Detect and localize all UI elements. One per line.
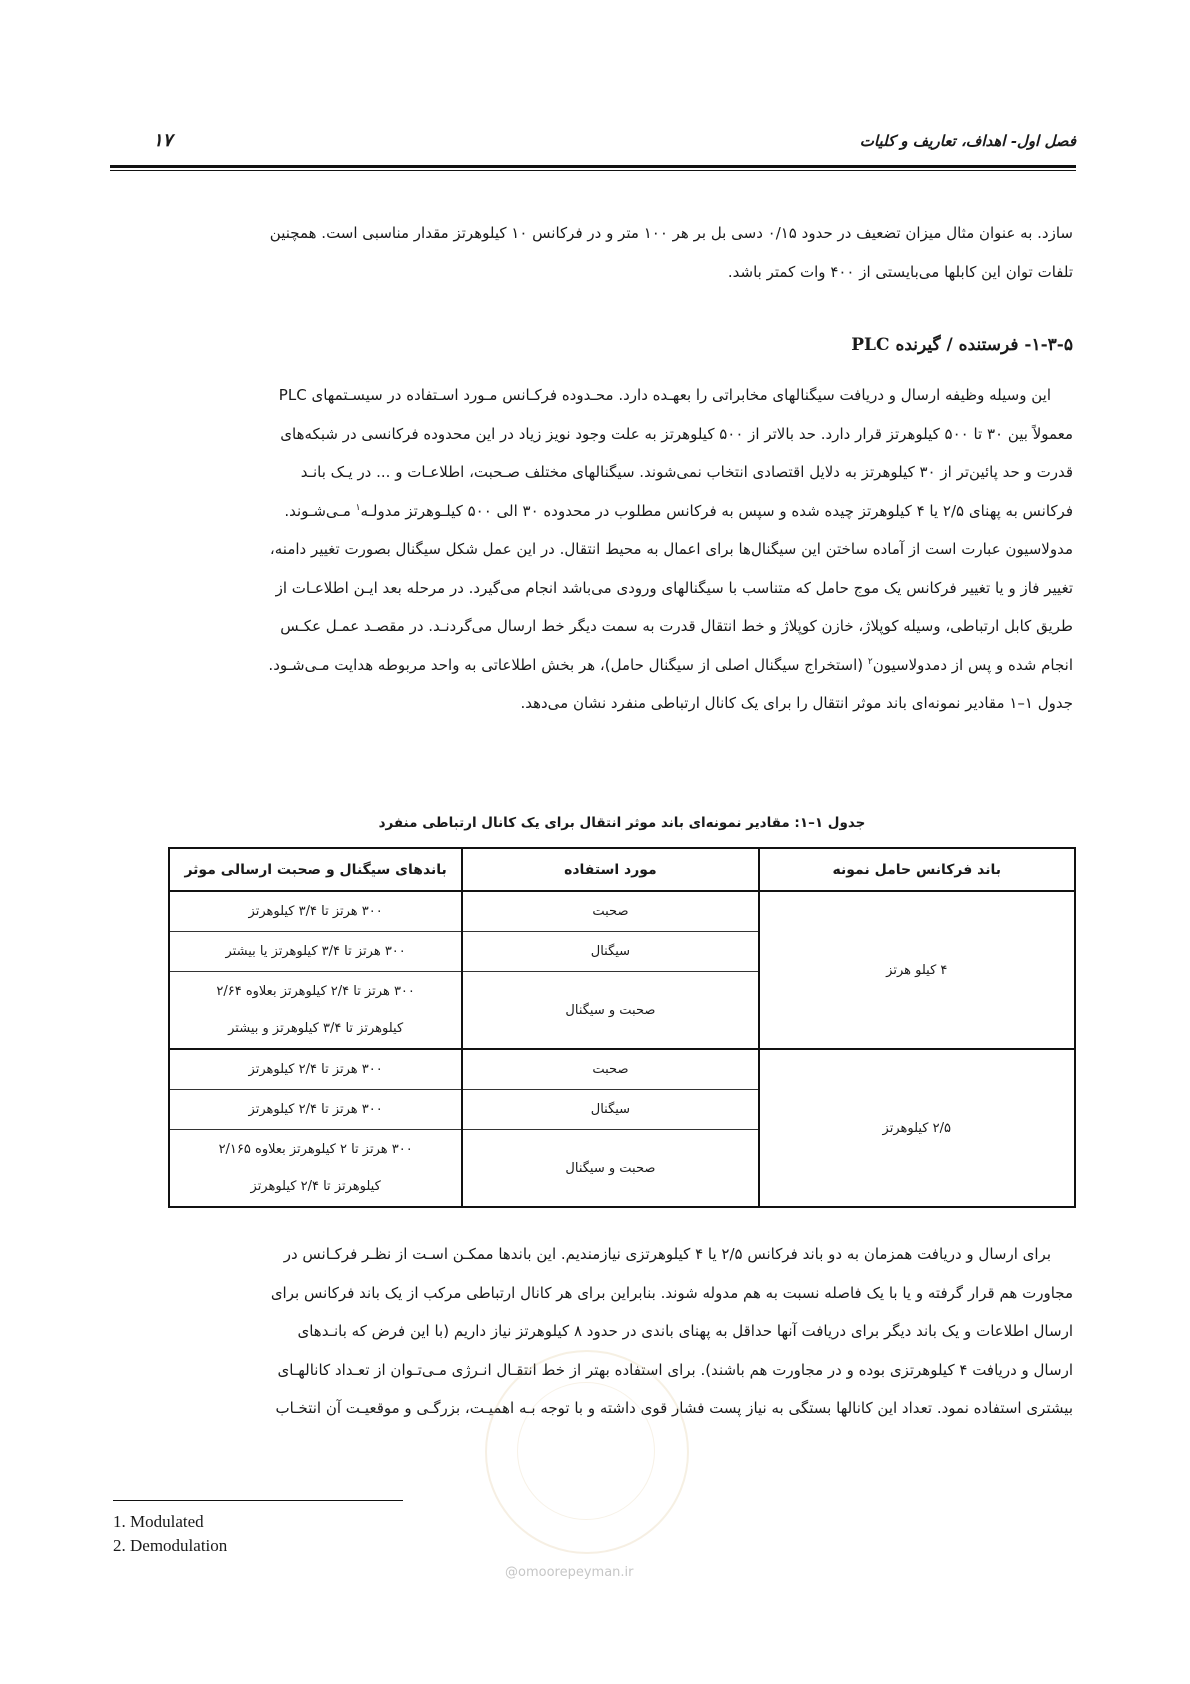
p2-line-2: مجاورت هم قرار گرفته و یا با یک فاصله نسبت به هم مدوله شوند. بنابراین برای هر کانال ارتباطی مرکب از یک باند فرکانس برای — [270, 1283, 1073, 1302]
footnote-2: 2. Demodulation — [113, 1536, 228, 1555]
paragraph-1 — [113, 376, 1073, 723]
usage-cell: صحبت و سیگنال — [462, 972, 758, 1050]
carrier-band-cell: ۲/۵ کیلوهرتز — [759, 1049, 1075, 1207]
section-heading: ۱-۳-۵- فرستنده / گیرنده PLC — [851, 335, 1073, 355]
footnote-ref-1: ۱ — [355, 502, 361, 513]
p1-line-8 — [113, 646, 1073, 685]
header-usage: مورد استفاده — [462, 848, 758, 891]
header-rule — [110, 165, 1076, 171]
p1-line-8b: (استخراج سیگنال اصلی از سیگنال حامل)، هر بخش اطلاعاتی به واحد مربوطه هدایت مـی‌شـود. — [268, 655, 868, 674]
intro-line-2: تلفات توان این کابلها می‌بایستی از ۴۰۰ وات کمتر باشد. — [727, 262, 1073, 281]
band-cell — [169, 972, 462, 1050]
watermark-seal — [485, 1350, 689, 1554]
band-cell: ۳۰۰ هرتز تا ۲/۴ کیلوهرتز — [169, 1049, 462, 1090]
band-cell: ۳۰۰ هرتز تا ۳/۴ کیلوهرتز — [169, 891, 462, 932]
intro-line-1: سازد. به عنوان مثال میزان تضعیف در حدود ۰/۱۵ دسی بل بر هر ۱۰۰ متر و در فرکانس ۱۰ کیلوهرتز مقدار مناسبی است. همچنین — [269, 224, 1073, 242]
header-carrier-band: باند فرکانس حامل نمونه — [759, 848, 1075, 891]
usage-cell: صحبت — [462, 891, 758, 932]
footnote-ref-2: ۲ — [867, 656, 873, 667]
usage-cell: صحبت و سیگنال — [462, 1130, 758, 1208]
usage-cell: سیگنال — [462, 1090, 758, 1130]
p1-line-4b: مـی‌شـوند. — [284, 501, 356, 520]
p1-line-9: جدول ۱–۱ مقادیر نمونه‌ای باند موثر انتقال را برای یک کانال ارتباطی منفرد نشان می‌دهد. — [520, 694, 1073, 712]
p1-line-4 — [113, 492, 1073, 531]
carrier-band-cell: ۴ کیلو هرتز — [759, 891, 1075, 1049]
running-header — [113, 128, 1076, 158]
table-row — [169, 1049, 1075, 1090]
band-cell-line-1: ۳۰۰ هرتز تا ۲ کیلوهرتز بعلاوه ۲/۱۶۵ — [218, 1142, 413, 1157]
chapter-title: فصل اول- اهداف، تعاریف و کلیات — [859, 132, 1076, 150]
p2-line-3: ارسال اطلاعات و یک باند دیگر برای دریافت آنها حداقل به پهنای باندی در حدود ۸ کیلوهرتز نیاز داریم (با این فرض که بانـدهای — [297, 1322, 1073, 1340]
table-row — [169, 891, 1075, 932]
band-cell-line-2: کیلوهرتز تا ۳/۴ کیلوهرتز و بیشتر — [228, 1021, 404, 1036]
p1-line-2: معمولاً بین ۳۰ تا ۵۰۰ کیلوهرتز قرار دارد. حد بالاتر از ۵۰۰ کیلوهرتز به علت وجود نویز زیاد در این محدوده فرکانسی در شبکه‌های — [280, 424, 1073, 443]
footnotes — [113, 1510, 227, 1558]
p1-line-1: این وسیله وظیفه ارسال و دریافت سیگنالهای مخابراتی را بعهـده دارد. محـدوده فرکـانس مـورد اسـتفاده در سیسـتمهای PLC — [278, 386, 1051, 404]
footnote-1: 1. Modulated — [113, 1512, 204, 1531]
watermark-url: @omoorepeyman.ir — [505, 1565, 634, 1580]
p1-line-7: طریق کابل ارتباطی، وسیله کوپلاژ، خازن کوپلاژ و خط انتقال قدرت به سمت دیگر خط ارسال می‌گردنـد. در مقصـد عمـل عکـس — [280, 617, 1073, 635]
p2-line-4: ارسال و دریافت ۴ کیلوهرتزی بوده و در مجاورت هم باشند). برای استفاده بهتر از خط انتقـال انـرژی مـی‌تـوان از تعـداد کانالهـای — [277, 1360, 1073, 1379]
table-caption: جدول ۱–۱: مقادیر نمونه‌ای باند موثر انتقال برای یک کانال ارتباطی منفرد — [378, 815, 866, 831]
footnote-rule — [113, 1500, 403, 1501]
band-cell-line-2: کیلوهرتز تا ۲/۴ کیلوهرتز — [250, 1179, 381, 1194]
usage-cell: سیگنال — [462, 932, 758, 972]
intro-paragraph — [113, 214, 1073, 291]
p1-line-8a: انجام شده و پس از دمدولاسیون — [872, 655, 1073, 674]
band-cell — [169, 1130, 462, 1208]
usage-cell: صحبت — [462, 1049, 758, 1090]
band-cell-line-1: ۳۰۰ هرتز تا ۲/۴ کیلوهرتز بعلاوه ۲/۶۴ — [216, 984, 415, 999]
table-header-row — [169, 848, 1075, 891]
header-effective-band: باندهای سیگنال و صحبت ارسالی موثر — [169, 848, 462, 891]
p1-line-4a: فرکانس به پهنای ۲/۵ یا ۴ کیلوهرتز چیده شده و سپس به فرکانس مطلوب در محدوده ۳۰ الی ۵۰۰ کیلـوهرتز مدولـه — [360, 501, 1073, 520]
band-cell: ۳۰۰ هرتز تا ۳/۴ کیلوهرتز یا بیشتر — [169, 932, 462, 972]
p2-line-1: برای ارسال و دریافت همزمان به دو باند فرکانس ۲/۵ یا ۴ کیلوهرتزی نیازمندیم. این باندها ممکـن اسـت از نظـر فرکـانس در — [283, 1245, 1051, 1263]
p1-line-6: تغییر فاز و یا تغییر فرکانس یک موج حامل که متناسب با سیگنالهای ورودی می‌باشد انجام می‌گیرد. در مرحله بعد ایـن اطلاعـات از — [275, 578, 1073, 597]
watermark-inner-ring — [517, 1382, 655, 1520]
p1-line-5: مدولاسیون عبارت است از آماده ساختن این سیگنال‌ها برای اعمال به محیط انتقال. در این عمل شکل سیگنال بصورت تغییر دامنه، — [269, 540, 1073, 558]
page-number: ۱۷ — [153, 130, 173, 151]
band-cell: ۳۰۰ هرتز تا ۲/۴ کیلوهرتز — [169, 1090, 462, 1130]
band-table — [168, 847, 1076, 1208]
p1-line-3: قدرت و حد پائین‌تر از ۳۰ کیلوهرتز به دلایل اقتصادی انتخاب نمی‌شوند. سیگنالهای مختلف صـحبت، اطلاعـات و ... در یـک بانـد — [300, 463, 1073, 481]
p2-line-5: بیشتری استفاده نمود. تعداد این کانالها بستگی به نیاز پست فشار قوی داشته و با توجه بـه اهمیـت، بزرگـی و موقعیـت آن انتخـاب — [275, 1399, 1073, 1417]
